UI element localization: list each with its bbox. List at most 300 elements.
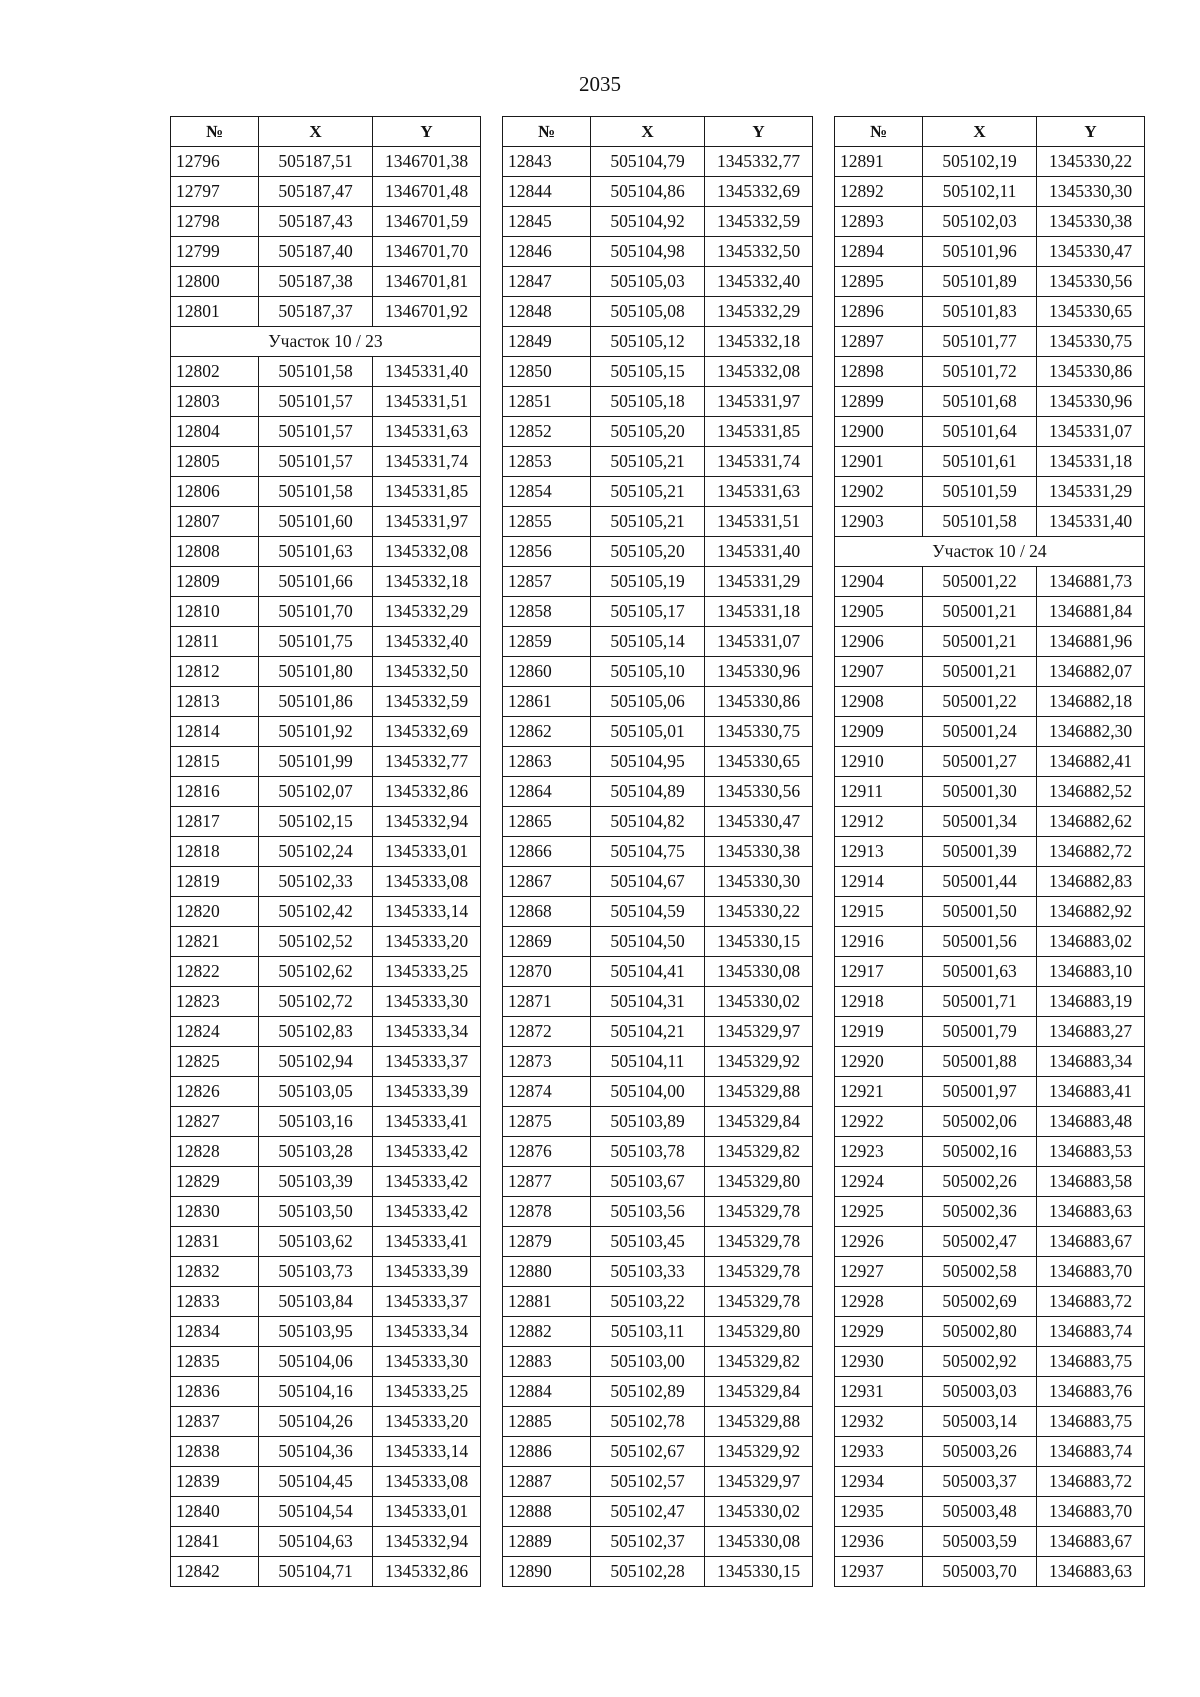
point-number-cell: 12854 xyxy=(503,477,591,507)
header-y: Y xyxy=(373,117,481,147)
y-coordinate-cell: 1345330,30 xyxy=(705,867,813,897)
y-coordinate-cell: 1345333,41 xyxy=(373,1107,481,1137)
y-coordinate-cell: 1345330,65 xyxy=(705,747,813,777)
x-coordinate-cell: 505102,42 xyxy=(259,897,373,927)
y-coordinate-cell: 1346882,62 xyxy=(1037,807,1145,837)
x-coordinate-cell: 505101,72 xyxy=(923,357,1037,387)
table-row xyxy=(835,957,1145,987)
y-coordinate-cell: 1345330,15 xyxy=(705,927,813,957)
y-coordinate-cell: 1345331,74 xyxy=(705,447,813,477)
table-row xyxy=(503,1167,813,1197)
y-coordinate-cell: 1346883,67 xyxy=(1037,1527,1145,1557)
x-coordinate-cell: 505104,79 xyxy=(591,147,705,177)
y-coordinate-cell: 1345331,63 xyxy=(373,417,481,447)
x-coordinate-cell: 505103,45 xyxy=(591,1227,705,1257)
y-coordinate-cell: 1345333,08 xyxy=(373,1467,481,1497)
y-coordinate-cell: 1345330,86 xyxy=(705,687,813,717)
table-row xyxy=(503,1527,813,1557)
x-coordinate-cell: 505102,72 xyxy=(259,987,373,1017)
y-coordinate-cell: 1345329,88 xyxy=(705,1077,813,1107)
x-coordinate-cell: 505187,51 xyxy=(259,147,373,177)
x-coordinate-cell: 505002,58 xyxy=(923,1257,1037,1287)
table-row xyxy=(835,507,1145,537)
point-number-cell: 12932 xyxy=(835,1407,923,1437)
x-coordinate-cell: 505104,45 xyxy=(259,1467,373,1497)
table-row xyxy=(835,777,1145,807)
x-coordinate-cell: 505001,63 xyxy=(923,957,1037,987)
point-number-cell: 12925 xyxy=(835,1197,923,1227)
y-coordinate-cell: 1345332,69 xyxy=(373,717,481,747)
x-coordinate-cell: 505101,57 xyxy=(259,447,373,477)
table-row xyxy=(835,1497,1145,1527)
x-coordinate-cell: 505187,43 xyxy=(259,207,373,237)
table-row xyxy=(171,1287,481,1317)
y-coordinate-cell: 1345332,08 xyxy=(373,537,481,567)
y-coordinate-cell: 1345332,69 xyxy=(705,177,813,207)
table-row xyxy=(171,927,481,957)
x-coordinate-cell: 505101,96 xyxy=(923,237,1037,267)
point-number-cell: 12873 xyxy=(503,1047,591,1077)
x-coordinate-cell: 505001,88 xyxy=(923,1047,1037,1077)
point-number-cell: 12801 xyxy=(171,297,259,327)
table-row xyxy=(171,387,481,417)
x-coordinate-cell: 505102,94 xyxy=(259,1047,373,1077)
x-coordinate-cell: 505103,95 xyxy=(259,1317,373,1347)
point-number-cell: 12903 xyxy=(835,507,923,537)
x-coordinate-cell: 505102,03 xyxy=(923,207,1037,237)
point-number-cell: 12849 xyxy=(503,327,591,357)
point-number-cell: 12886 xyxy=(503,1437,591,1467)
y-coordinate-cell: 1345330,38 xyxy=(1037,207,1145,237)
x-coordinate-cell: 505102,28 xyxy=(591,1557,705,1587)
x-coordinate-cell: 505003,26 xyxy=(923,1437,1037,1467)
point-number-cell: 12904 xyxy=(835,567,923,597)
y-coordinate-cell: 1346883,19 xyxy=(1037,987,1145,1017)
point-number-cell: 12890 xyxy=(503,1557,591,1587)
point-number-cell: 12808 xyxy=(171,537,259,567)
point-number-cell: 12921 xyxy=(835,1077,923,1107)
point-number-cell: 12894 xyxy=(835,237,923,267)
table-row xyxy=(503,387,813,417)
point-number-cell: 12867 xyxy=(503,867,591,897)
y-coordinate-cell: 1345332,18 xyxy=(705,327,813,357)
x-coordinate-cell: 505104,71 xyxy=(259,1557,373,1587)
x-coordinate-cell: 505102,47 xyxy=(591,1497,705,1527)
y-coordinate-cell: 1346883,58 xyxy=(1037,1167,1145,1197)
header-number: № xyxy=(503,117,591,147)
point-number-cell: 12902 xyxy=(835,477,923,507)
table-row xyxy=(171,417,481,447)
table-row xyxy=(171,1107,481,1137)
point-number-cell: 12889 xyxy=(503,1527,591,1557)
y-coordinate-cell: 1345329,84 xyxy=(705,1377,813,1407)
header-y: Y xyxy=(1037,117,1145,147)
table-row xyxy=(171,987,481,1017)
table-row xyxy=(835,867,1145,897)
x-coordinate-cell: 505105,03 xyxy=(591,267,705,297)
y-coordinate-cell: 1345329,78 xyxy=(705,1227,813,1257)
point-number-cell: 12909 xyxy=(835,717,923,747)
table-row xyxy=(503,1467,813,1497)
table-row xyxy=(835,447,1145,477)
y-coordinate-cell: 1345330,22 xyxy=(1037,147,1145,177)
point-number-cell: 12797 xyxy=(171,177,259,207)
table-row xyxy=(835,987,1145,1017)
table-row xyxy=(503,357,813,387)
x-coordinate-cell: 505104,31 xyxy=(591,987,705,1017)
point-number-cell: 12863 xyxy=(503,747,591,777)
header-x: X xyxy=(923,117,1037,147)
table-row xyxy=(503,1047,813,1077)
header-x: X xyxy=(591,117,705,147)
point-number-cell: 12908 xyxy=(835,687,923,717)
y-coordinate-cell: 1345330,47 xyxy=(705,807,813,837)
table-row xyxy=(503,627,813,657)
y-coordinate-cell: 1345331,51 xyxy=(373,387,481,417)
x-coordinate-cell: 505187,37 xyxy=(259,297,373,327)
table-row xyxy=(835,1437,1145,1467)
y-coordinate-cell: 1345332,86 xyxy=(373,777,481,807)
y-coordinate-cell: 1345330,38 xyxy=(705,837,813,867)
x-coordinate-cell: 505002,26 xyxy=(923,1167,1037,1197)
y-coordinate-cell: 1346882,18 xyxy=(1037,687,1145,717)
table-row xyxy=(171,1257,481,1287)
x-coordinate-cell: 505104,89 xyxy=(591,777,705,807)
point-number-cell: 12803 xyxy=(171,387,259,417)
y-coordinate-cell: 1345333,37 xyxy=(373,1047,481,1077)
table-row xyxy=(835,1527,1145,1557)
table-row xyxy=(171,267,481,297)
x-coordinate-cell: 505101,66 xyxy=(259,567,373,597)
point-number-cell: 12888 xyxy=(503,1497,591,1527)
table-row xyxy=(171,1497,481,1527)
table-row xyxy=(503,1377,813,1407)
point-number-cell: 12901 xyxy=(835,447,923,477)
table-row xyxy=(171,567,481,597)
y-coordinate-cell: 1345333,42 xyxy=(373,1197,481,1227)
y-coordinate-cell: 1345333,20 xyxy=(373,1407,481,1437)
y-coordinate-cell: 1345330,96 xyxy=(705,657,813,687)
y-coordinate-cell: 1346882,92 xyxy=(1037,897,1145,927)
x-coordinate-cell: 505103,62 xyxy=(259,1227,373,1257)
point-number-cell: 12811 xyxy=(171,627,259,657)
table-row xyxy=(171,1017,481,1047)
y-coordinate-cell: 1345333,42 xyxy=(373,1167,481,1197)
point-number-cell: 12910 xyxy=(835,747,923,777)
y-coordinate-cell: 1345332,40 xyxy=(373,627,481,657)
table-row xyxy=(835,747,1145,777)
x-coordinate-cell: 505101,63 xyxy=(259,537,373,567)
table-row xyxy=(835,1407,1145,1437)
y-coordinate-cell: 1345333,34 xyxy=(373,1017,481,1047)
point-number-cell: 12812 xyxy=(171,657,259,687)
x-coordinate-cell: 505103,89 xyxy=(591,1107,705,1137)
table-row xyxy=(503,747,813,777)
point-number-cell: 12899 xyxy=(835,387,923,417)
table-row xyxy=(171,777,481,807)
table-row xyxy=(503,927,813,957)
table-row xyxy=(171,207,481,237)
table-row xyxy=(171,687,481,717)
point-number-cell: 12866 xyxy=(503,837,591,867)
point-number-cell: 12919 xyxy=(835,1017,923,1047)
y-coordinate-cell: 1345333,01 xyxy=(373,837,481,867)
table-row xyxy=(835,1467,1145,1497)
table-row xyxy=(503,1347,813,1377)
point-number-cell: 12882 xyxy=(503,1317,591,1347)
y-coordinate-cell: 1345329,82 xyxy=(705,1347,813,1377)
table-row xyxy=(171,957,481,987)
table-row xyxy=(171,1317,481,1347)
x-coordinate-cell: 505104,63 xyxy=(259,1527,373,1557)
point-number-cell: 12831 xyxy=(171,1227,259,1257)
y-coordinate-cell: 1345330,08 xyxy=(705,957,813,987)
x-coordinate-cell: 505104,95 xyxy=(591,747,705,777)
section-row xyxy=(171,327,481,357)
table-row xyxy=(171,1167,481,1197)
x-coordinate-cell: 505001,34 xyxy=(923,807,1037,837)
y-coordinate-cell: 1345330,47 xyxy=(1037,237,1145,267)
y-coordinate-cell: 1346882,07 xyxy=(1037,657,1145,687)
table-row xyxy=(835,387,1145,417)
x-coordinate-cell: 505001,79 xyxy=(923,1017,1037,1047)
point-number-cell: 12914 xyxy=(835,867,923,897)
x-coordinate-cell: 505104,67 xyxy=(591,867,705,897)
y-coordinate-cell: 1345332,94 xyxy=(373,807,481,837)
point-number-cell: 12846 xyxy=(503,237,591,267)
x-coordinate-cell: 505003,59 xyxy=(923,1527,1037,1557)
y-coordinate-cell: 1346701,81 xyxy=(373,267,481,297)
point-number-cell: 12927 xyxy=(835,1257,923,1287)
y-coordinate-cell: 1346883,75 xyxy=(1037,1347,1145,1377)
table-row xyxy=(171,357,481,387)
y-coordinate-cell: 1345331,40 xyxy=(1037,507,1145,537)
table-row xyxy=(503,177,813,207)
point-number-cell: 12907 xyxy=(835,657,923,687)
point-number-cell: 12864 xyxy=(503,777,591,807)
table-row xyxy=(835,177,1145,207)
point-number-cell: 12820 xyxy=(171,897,259,927)
table-row xyxy=(503,717,813,747)
y-coordinate-cell: 1345333,39 xyxy=(373,1257,481,1287)
x-coordinate-cell: 505101,59 xyxy=(923,477,1037,507)
x-coordinate-cell: 505105,10 xyxy=(591,657,705,687)
table-row xyxy=(503,417,813,447)
point-number-cell: 12877 xyxy=(503,1167,591,1197)
table-row xyxy=(171,1437,481,1467)
x-coordinate-cell: 505001,50 xyxy=(923,897,1037,927)
x-coordinate-cell: 505101,86 xyxy=(259,687,373,717)
table-row xyxy=(835,237,1145,267)
y-coordinate-cell: 1346883,70 xyxy=(1037,1257,1145,1287)
y-coordinate-cell: 1346701,59 xyxy=(373,207,481,237)
point-number-cell: 12911 xyxy=(835,777,923,807)
table-row xyxy=(171,1347,481,1377)
x-coordinate-cell: 505101,58 xyxy=(923,507,1037,537)
x-coordinate-cell: 505105,21 xyxy=(591,477,705,507)
point-number-cell: 12822 xyxy=(171,957,259,987)
point-number-cell: 12885 xyxy=(503,1407,591,1437)
y-coordinate-cell: 1345331,29 xyxy=(705,567,813,597)
table-row xyxy=(835,807,1145,837)
x-coordinate-cell: 505105,21 xyxy=(591,447,705,477)
y-coordinate-cell: 1346883,74 xyxy=(1037,1317,1145,1347)
x-coordinate-cell: 505002,80 xyxy=(923,1317,1037,1347)
y-coordinate-cell: 1345333,39 xyxy=(373,1077,481,1107)
x-coordinate-cell: 505104,26 xyxy=(259,1407,373,1437)
table-row xyxy=(503,327,813,357)
y-coordinate-cell: 1345333,20 xyxy=(373,927,481,957)
x-coordinate-cell: 505103,28 xyxy=(259,1137,373,1167)
y-coordinate-cell: 1345332,94 xyxy=(373,1527,481,1557)
x-coordinate-cell: 505001,71 xyxy=(923,987,1037,1017)
y-coordinate-cell: 1346883,72 xyxy=(1037,1287,1145,1317)
page-number: 2035 xyxy=(579,72,621,96)
x-coordinate-cell: 505102,15 xyxy=(259,807,373,837)
table-row xyxy=(835,627,1145,657)
x-coordinate-cell: 505101,89 xyxy=(923,267,1037,297)
y-coordinate-cell: 1345332,77 xyxy=(373,747,481,777)
y-coordinate-cell: 1345333,41 xyxy=(373,1227,481,1257)
x-coordinate-cell: 505103,73 xyxy=(259,1257,373,1287)
table-row xyxy=(503,147,813,177)
point-number-cell: 12856 xyxy=(503,537,591,567)
x-coordinate-cell: 505103,39 xyxy=(259,1167,373,1197)
x-coordinate-cell: 505102,37 xyxy=(591,1527,705,1557)
x-coordinate-cell: 505103,00 xyxy=(591,1347,705,1377)
y-coordinate-cell: 1346882,30 xyxy=(1037,717,1145,747)
table-row xyxy=(503,507,813,537)
x-coordinate-cell: 505105,20 xyxy=(591,417,705,447)
table-row xyxy=(171,177,481,207)
x-coordinate-cell: 505105,14 xyxy=(591,627,705,657)
x-coordinate-cell: 505103,05 xyxy=(259,1077,373,1107)
x-coordinate-cell: 505102,52 xyxy=(259,927,373,957)
y-coordinate-cell: 1346883,74 xyxy=(1037,1437,1145,1467)
x-coordinate-cell: 505103,22 xyxy=(591,1287,705,1317)
point-number-cell: 12807 xyxy=(171,507,259,537)
point-number-cell: 12887 xyxy=(503,1467,591,1497)
table-row xyxy=(503,1227,813,1257)
point-number-cell: 12830 xyxy=(171,1197,259,1227)
table-row xyxy=(503,267,813,297)
y-coordinate-cell: 1345330,56 xyxy=(705,777,813,807)
point-number-cell: 12844 xyxy=(503,177,591,207)
table-row xyxy=(503,1137,813,1167)
header-x: X xyxy=(259,117,373,147)
x-coordinate-cell: 505104,06 xyxy=(259,1347,373,1377)
y-coordinate-cell: 1346883,48 xyxy=(1037,1107,1145,1137)
table-row xyxy=(503,1107,813,1137)
table-row xyxy=(835,1077,1145,1107)
table-row xyxy=(171,1137,481,1167)
x-coordinate-cell: 505103,11 xyxy=(591,1317,705,1347)
y-coordinate-cell: 1345330,56 xyxy=(1037,267,1145,297)
x-coordinate-cell: 505103,16 xyxy=(259,1107,373,1137)
point-number-cell: 12832 xyxy=(171,1257,259,1287)
point-number-cell: 12858 xyxy=(503,597,591,627)
x-coordinate-cell: 505104,21 xyxy=(591,1017,705,1047)
x-coordinate-cell: 505101,77 xyxy=(923,327,1037,357)
table-row xyxy=(503,567,813,597)
point-number-cell: 12926 xyxy=(835,1227,923,1257)
y-coordinate-cell: 1346883,70 xyxy=(1037,1497,1145,1527)
x-coordinate-cell: 505104,59 xyxy=(591,897,705,927)
y-coordinate-cell: 1345331,51 xyxy=(705,507,813,537)
point-number-cell: 12880 xyxy=(503,1257,591,1287)
x-coordinate-cell: 505003,37 xyxy=(923,1467,1037,1497)
y-coordinate-cell: 1346882,41 xyxy=(1037,747,1145,777)
table-row xyxy=(171,1527,481,1557)
y-coordinate-cell: 1345331,18 xyxy=(1037,447,1145,477)
table-row xyxy=(503,207,813,237)
y-coordinate-cell: 1345330,08 xyxy=(705,1527,813,1557)
x-coordinate-cell: 505003,70 xyxy=(923,1557,1037,1587)
table-row xyxy=(503,1557,813,1587)
point-number-cell: 12828 xyxy=(171,1137,259,1167)
point-number-cell: 12933 xyxy=(835,1437,923,1467)
table-row xyxy=(503,1287,813,1317)
x-coordinate-cell: 505105,17 xyxy=(591,597,705,627)
x-coordinate-cell: 505001,21 xyxy=(923,597,1037,627)
point-number-cell: 12827 xyxy=(171,1107,259,1137)
point-number-cell: 12823 xyxy=(171,987,259,1017)
point-number-cell: 12875 xyxy=(503,1107,591,1137)
x-coordinate-cell: 505101,68 xyxy=(923,387,1037,417)
point-number-cell: 12825 xyxy=(171,1047,259,1077)
x-coordinate-cell: 505003,48 xyxy=(923,1497,1037,1527)
table-row xyxy=(503,1317,813,1347)
table-row xyxy=(503,807,813,837)
point-number-cell: 12905 xyxy=(835,597,923,627)
point-number-cell: 12862 xyxy=(503,717,591,747)
y-coordinate-cell: 1345329,97 xyxy=(705,1467,813,1497)
table-row xyxy=(835,687,1145,717)
table-row xyxy=(171,867,481,897)
x-coordinate-cell: 505102,57 xyxy=(591,1467,705,1497)
table-row xyxy=(503,657,813,687)
y-coordinate-cell: 1345332,29 xyxy=(705,297,813,327)
y-coordinate-cell: 1345330,22 xyxy=(705,897,813,927)
table-row xyxy=(171,1557,481,1587)
point-number-cell: 12868 xyxy=(503,897,591,927)
y-coordinate-cell: 1345333,14 xyxy=(373,897,481,927)
point-number-cell: 12879 xyxy=(503,1227,591,1257)
table-row xyxy=(503,1017,813,1047)
table-row xyxy=(503,477,813,507)
point-number-cell: 12896 xyxy=(835,297,923,327)
section-title: Участок 10 / 23 xyxy=(171,327,481,357)
table-row xyxy=(835,927,1145,957)
point-number-cell: 12800 xyxy=(171,267,259,297)
table-row xyxy=(171,1407,481,1437)
table-row xyxy=(171,477,481,507)
x-coordinate-cell: 505104,54 xyxy=(259,1497,373,1527)
point-number-cell: 12928 xyxy=(835,1287,923,1317)
table-row xyxy=(835,717,1145,747)
table-row xyxy=(171,1467,481,1497)
point-number-cell: 12802 xyxy=(171,357,259,387)
x-coordinate-cell: 505001,21 xyxy=(923,627,1037,657)
table-row xyxy=(503,537,813,567)
table-row xyxy=(835,357,1145,387)
table-row xyxy=(503,897,813,927)
y-coordinate-cell: 1345329,97 xyxy=(705,1017,813,1047)
y-coordinate-cell: 1345329,92 xyxy=(705,1047,813,1077)
y-coordinate-cell: 1345333,14 xyxy=(373,1437,481,1467)
table-row xyxy=(503,837,813,867)
point-number-cell: 12906 xyxy=(835,627,923,657)
